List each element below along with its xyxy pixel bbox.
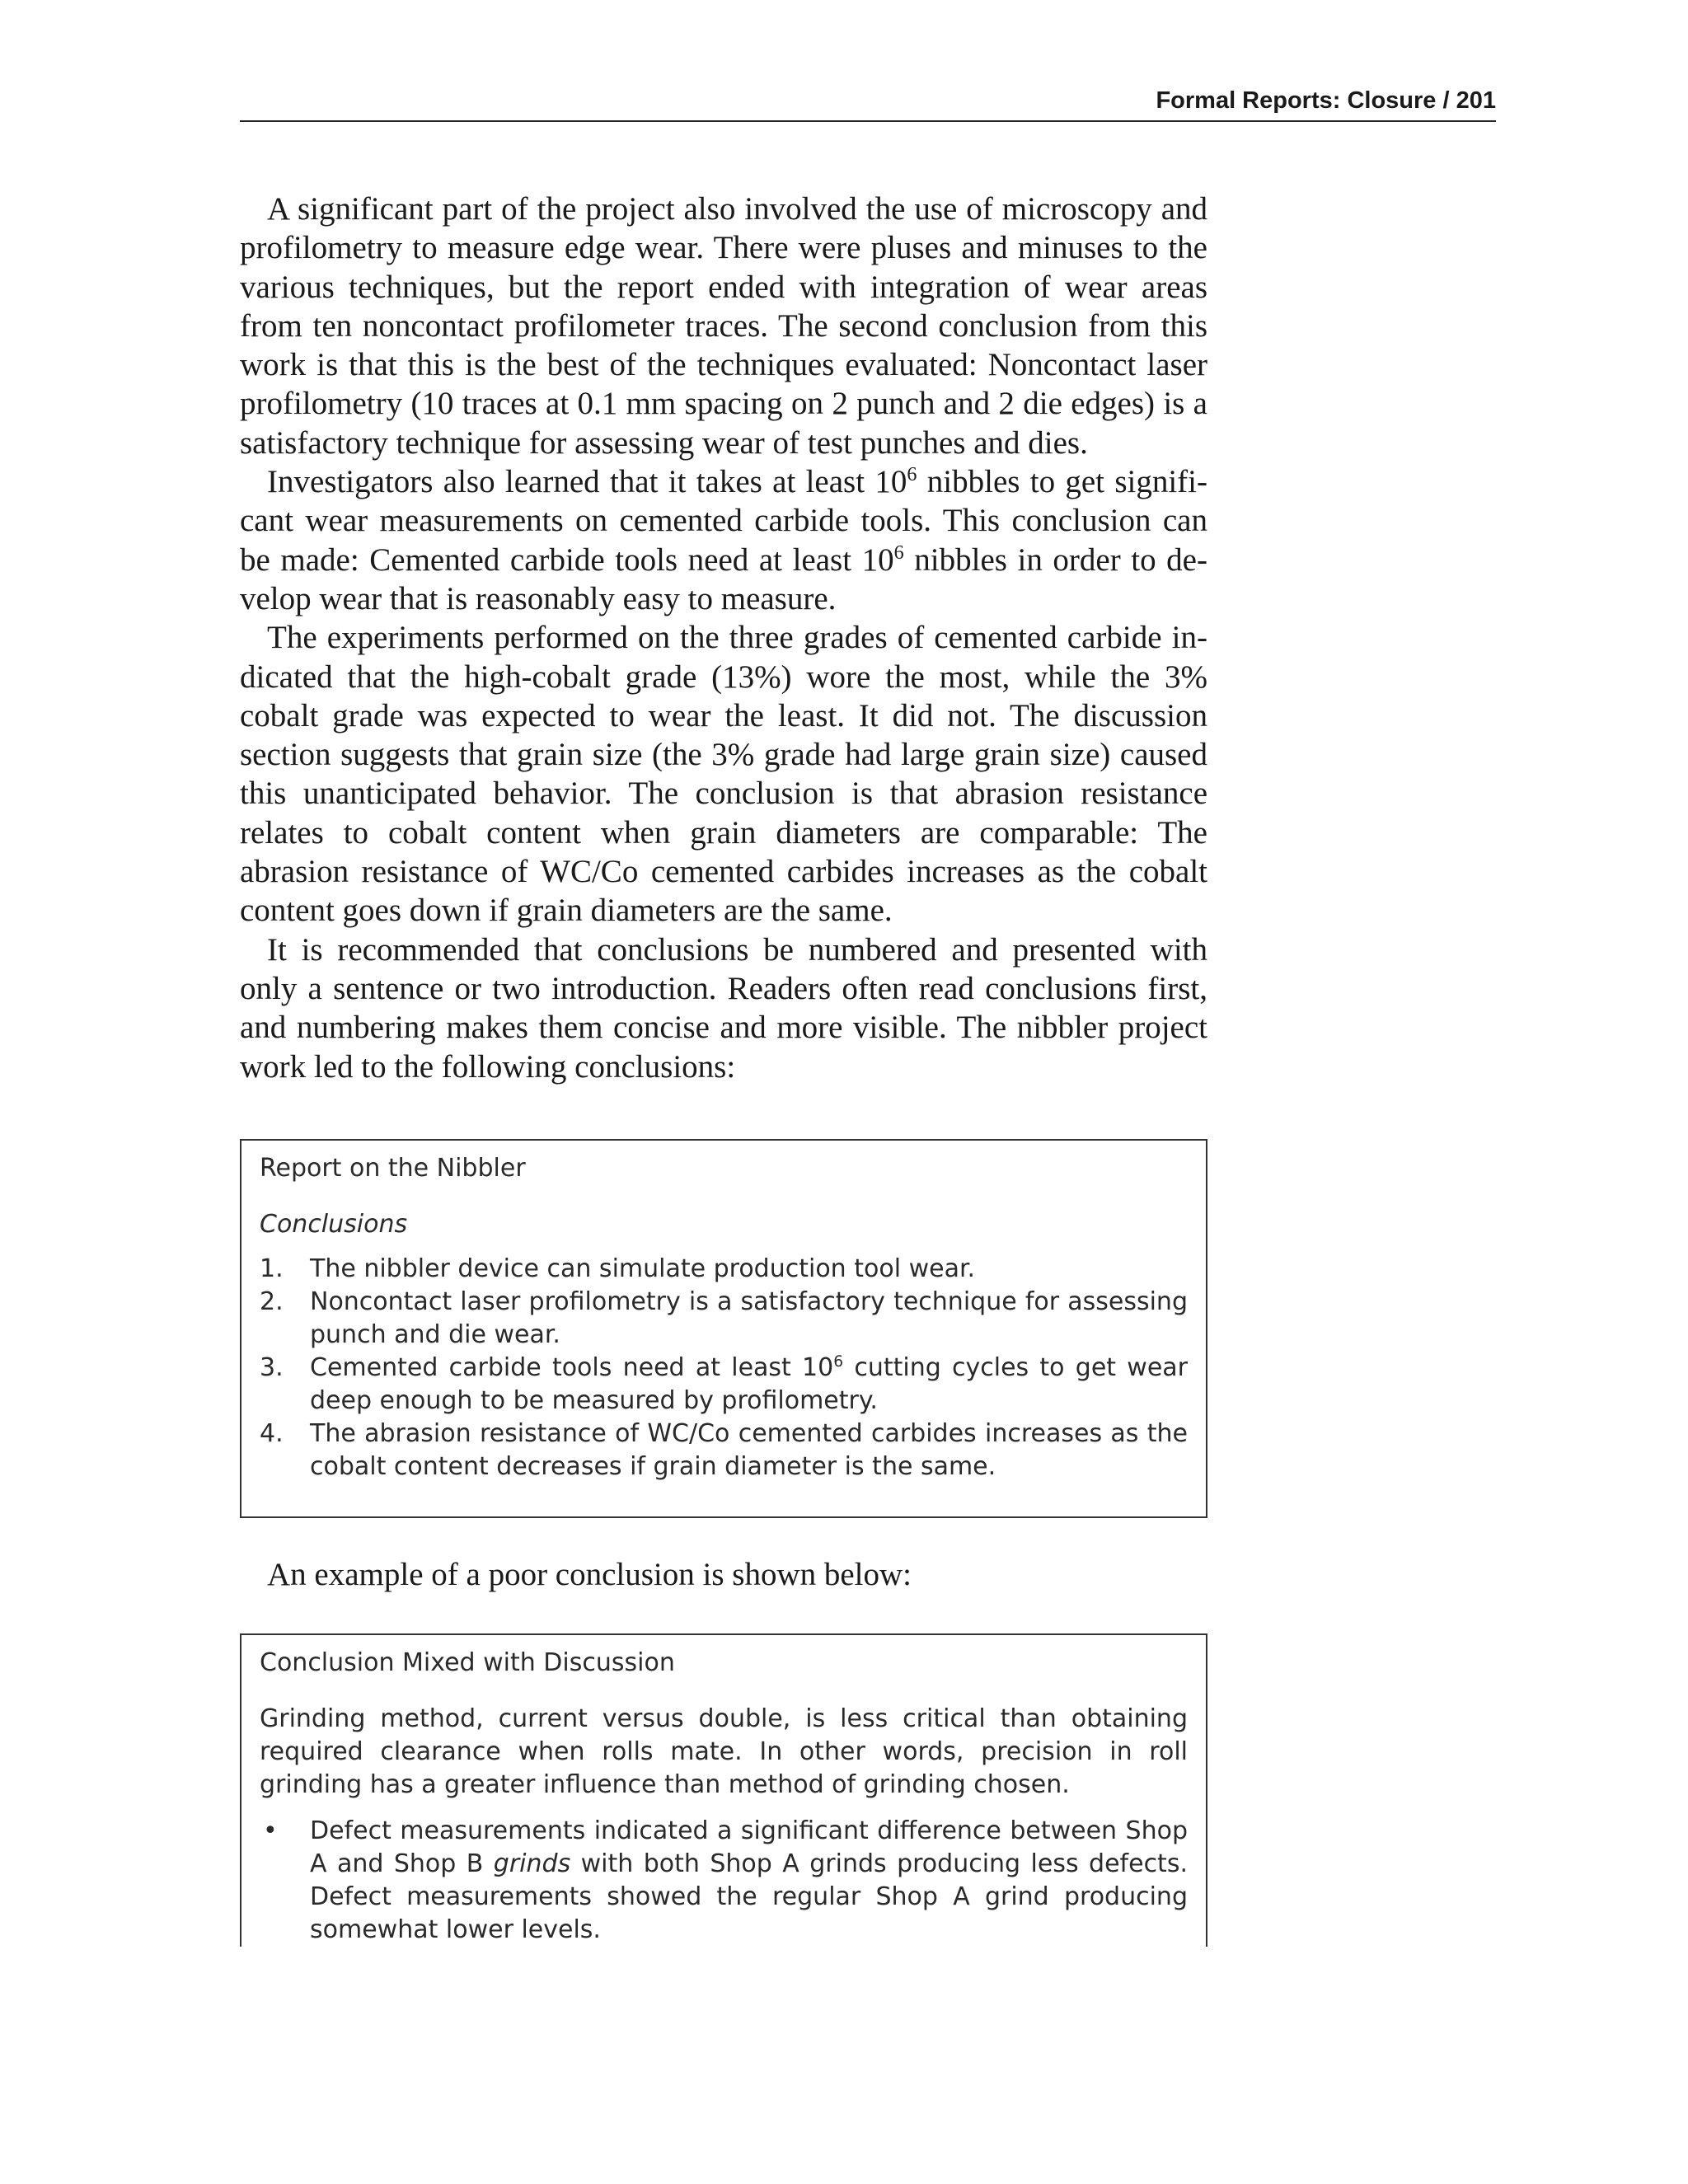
item-text: Noncontact laser profilometry is a satisfactory technique for assessing punch and die wear. — [310, 1287, 1188, 1349]
box-paragraph: Grinding method, current versus double, is less critical than obtaining required clearance when rolls mate. In other words, precision in roll grinding has a greater influence than method of grinding chosen. — [260, 1704, 1188, 1799]
item-text: The nibbler device can simulate production tool wear. — [310, 1254, 976, 1283]
list-item — [260, 1815, 1188, 1947]
text-run: Investigators also learned that it takes at least 10 — [267, 464, 907, 500]
item-number: 2. — [260, 1287, 284, 1316]
list-item — [260, 1286, 1188, 1352]
item-text: The abrasion resistance of WC/Co cemented carbides increases as the cobalt content decreases if grain diameter is the same. — [310, 1419, 1188, 1481]
bullet-icon: • — [263, 1816, 278, 1845]
item-text: with both Shop A grinds producing less defects. Defect measurements showed the regular Shop A grind producing somewhat lower levels. — [310, 1849, 1188, 1944]
box-title: Conclusion Mixed with Discussion — [260, 1648, 675, 1677]
item-text: Cemented carbide tools need at least 10 — [310, 1353, 834, 1382]
paragraph-recommendation: It is recommended that conclusions be numbered and presented with only a sentence or two introduction. Readers often read conclusions first, and numbering makes them concise and more visible. The nibbler project work led to the following conclusions: — [240, 931, 1207, 1085]
list-item — [260, 1352, 1188, 1418]
example-intro: An example of a poor conclusion is shown below: — [267, 1557, 912, 1592]
paragraph-microscopy: A significant part of the project also involved the use of microscopy and profilometry to measure edge wear. There were pluses and minuses to the various techniques, but the report ended with integration of wear areas from ten noncontact profilometer traces. The second conclusion from this work is that this is the best of the techniques evaluated: Noncontact laser profilometry (10 traces at 0.1 mm spacing on 2 punch and 2 die edges) is a satisfactory technique for assessing wear of test punches and dies. — [240, 191, 1207, 461]
item-text: cutting cycles to get wear deep enough to be measured by profilometry. — [310, 1353, 1188, 1415]
item-number: 3. — [260, 1353, 284, 1382]
superscript: 6 — [907, 463, 917, 486]
conclusions-list — [260, 1253, 1188, 1483]
emphasis-text: grinds — [493, 1849, 571, 1878]
superscript: 6 — [833, 1353, 844, 1371]
box-title: Report on the Nibbler — [260, 1154, 526, 1183]
paragraph-nibbles — [240, 462, 1207, 618]
nibbler-conclusions-box — [240, 1139, 1207, 1518]
bullet-list — [260, 1815, 1188, 1947]
item-number: 4. — [260, 1419, 284, 1448]
poor-conclusion-box — [240, 1633, 1207, 1947]
list-item — [260, 1418, 1188, 1483]
box-subtitle: Conclusions — [260, 1210, 408, 1239]
superscript: 6 — [893, 541, 904, 564]
paragraph-grades: The experiments performed on the three grades of cemented carbide indicated that the high-cobalt grade (13%) wore the most, while the 3% cobalt grade was expected to wear the least. It did not. The discussion section suggests that grain size (the 3% grade had large grain size) caused this unanticipated behavior. The conclusion is that abrasion resistance relates to cobalt content when grain diameters are comparable: The abrasion resistance of WC/Co cemented carbides increases as the cobalt content goes down if grain diameters are the same. — [240, 620, 1207, 929]
text-run: nibbles to get significant wear measurements on cemented carbide tools. This conclusion can be made: Cemented carbide tools need at least 10 — [240, 464, 1207, 578]
item-text: Defect measurements indicated a significant difference between Shop A and Shop B — [310, 1816, 1188, 1878]
running-head: Formal Reports: Closure / 201 — [240, 81, 1496, 122]
item-number: 1. — [260, 1254, 284, 1283]
body-text — [240, 190, 1207, 1086]
list-item — [260, 1253, 1188, 1286]
text-run: nibbles in order to develop wear that is reasonably easy to measure. — [240, 541, 1207, 616]
